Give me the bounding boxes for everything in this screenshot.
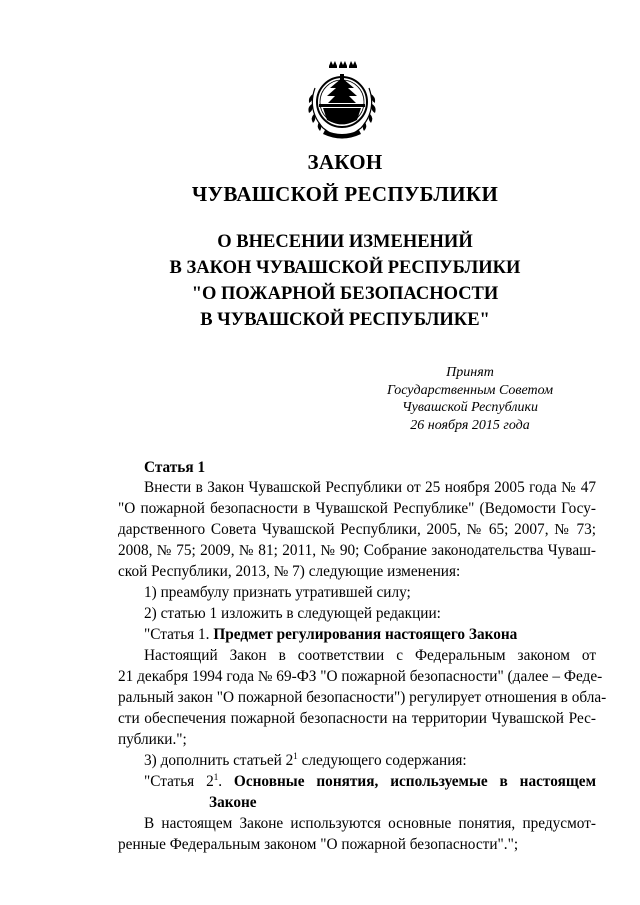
- paragraph-line: Настоящий Закон в соответствии с Федеральным законом от: [144, 647, 596, 664]
- paragraph-line: "О пожарной безопасности в Чувашской Республике" (Ведомости Госу-: [118, 500, 596, 517]
- paragraph-line: Внести в Закон Чувашской Республики от 25 ноября 2005 года № 47: [144, 479, 596, 496]
- list-item: 1) преамбулу признать утратившей силу;: [144, 584, 411, 601]
- paragraph-line: 21 декабря 1994 года № 69-ФЗ "О пожарной безопасности" (далее – Феде-: [118, 668, 603, 685]
- article-heading: Статья 1: [144, 459, 206, 476]
- list-item: 3) дополнить статьей $2^1$ следующего содержания:: [144, 751, 467, 769]
- paragraph-line: В настоящем Законе используются основные понятия, предусмот-: [144, 815, 596, 832]
- paragraph-line: 2008, № 75; 2009, № 81; 2011, № 90; Собрание законодательства Чуваш-: [118, 542, 596, 559]
- paragraph-line: сти обеспечения пожарной безопасности на территории Чувашской Рес-: [118, 710, 596, 727]
- coat-of-arms-emblem: [303, 58, 381, 142]
- list-item: 2) статью 1 изложить в следующей редакции:: [144, 605, 441, 622]
- paragraph-line: дарственного Совета Чувашской Республики, 2005, № 65; 2007, № 73;: [118, 521, 596, 538]
- subtitle-line-4: В ЧУВАШСКОЙ РЕСПУБЛИКЕ": [200, 310, 490, 330]
- article-2-1-heading-cont: Законе: [209, 794, 257, 811]
- subtitle-line-1: О ВНЕСЕНИИ ИЗМЕНЕНИЙ: [217, 232, 473, 252]
- adoption-line-2: Государственным Советом: [386, 382, 554, 398]
- paragraph-line: ральный закон "О пожарной безопасности") регулирует отношения в обла-: [118, 689, 607, 706]
- subtitle-line-3: "О ПОЖАРНОЙ БЕЗОПАСНОСТИ: [191, 284, 499, 304]
- adoption-block: [350, 364, 590, 434]
- law-title: ЗАКОН: [307, 150, 383, 174]
- adoption-line-4: 26 ноября 2015 года: [410, 417, 530, 433]
- republic-title: ЧУВАШСКОЙ РЕСПУБЛИКИ: [191, 182, 499, 206]
- paragraph-line: публики.";: [118, 731, 187, 748]
- paragraph-line: ской Республики, 2013, № 7) следующие изменения:: [118, 563, 461, 580]
- adoption-line-3: Чувашской Республики: [402, 400, 538, 415]
- article-2-1-heading: "Статья $2^1$. Основные понятия, используемые в настоящем: [144, 772, 596, 790]
- adoption-line-1: Принят: [446, 365, 494, 380]
- article-1-heading: "Статья 1. Предмет регулирования настоящего Закона: [144, 626, 518, 643]
- subtitle-line-2: В ЗАКОН ЧУВАШСКОЙ РЕСПУБЛИКИ: [169, 258, 521, 278]
- paragraph-line: ренные Федеральным законом "О пожарной безопасности".";: [118, 836, 519, 853]
